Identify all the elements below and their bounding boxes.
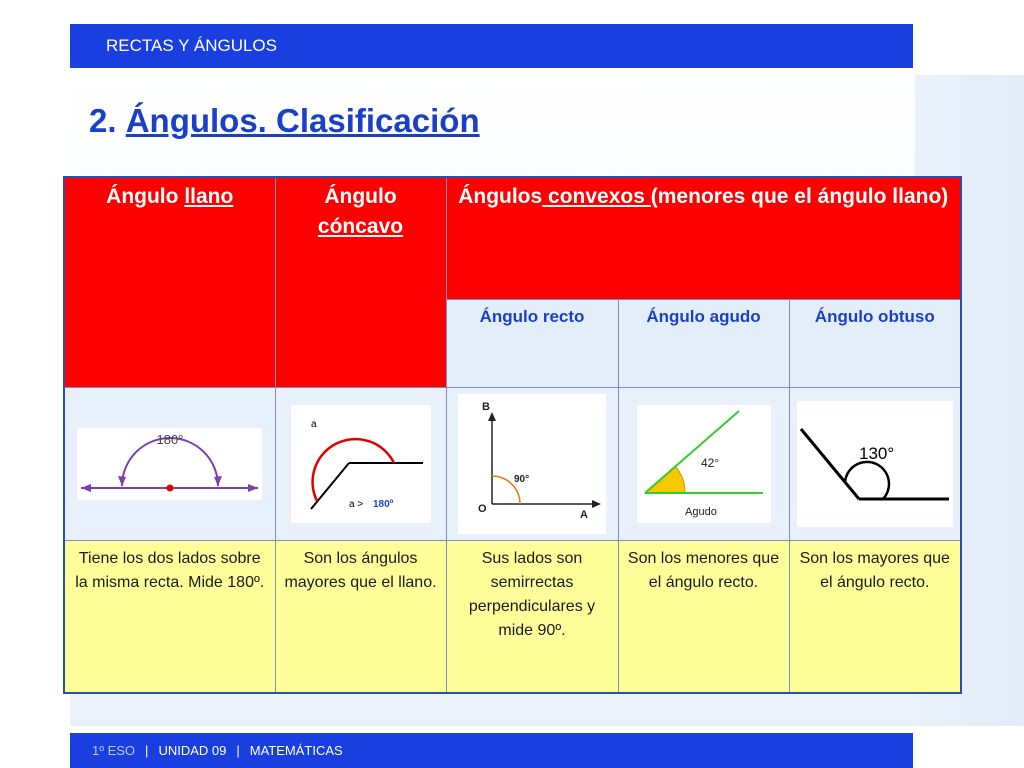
title-text: Ángulos. Clasificación (125, 102, 480, 139)
desc-concavo: Son los ángulos mayores que el llano. (275, 540, 446, 693)
angle-classification-table (63, 176, 962, 694)
link-concavo[interactable]: cóncavo (317, 215, 404, 238)
image-cell-concavo (275, 387, 446, 540)
concave-caption-prefix: a > (348, 498, 363, 510)
right-angle-diagram (458, 394, 606, 534)
footer-separator: | (145, 743, 149, 758)
footer-separator: | (236, 743, 240, 758)
footer-course: 1º ESO (92, 743, 136, 758)
right-angle-degree-label: 90° (514, 473, 530, 485)
concave-a-label: a (310, 418, 317, 430)
obtuse-angle-degree-label: 130° (858, 443, 894, 463)
desc-recto: Sus lados son semirrectas perpendiculares y mide 90º. (446, 540, 618, 693)
link-convexos[interactable]: convexos (542, 185, 651, 208)
section-title: RECTAS Y ÁNGULOS (106, 36, 277, 55)
straight-angle-diagram (77, 428, 262, 500)
header-llano: Ángulo llano (64, 177, 275, 387)
image-cell-llano (64, 387, 275, 540)
right-angle-b-label: B (482, 400, 490, 413)
straight-angle-label: 180° (156, 431, 184, 447)
desc-agudo: Son los menores que el ángulo recto. (618, 540, 789, 693)
page-title (89, 102, 480, 140)
footer-subject: MATEMÁTICAS (249, 743, 343, 758)
section-header-bar (70, 24, 913, 68)
footer-bar (70, 733, 913, 768)
right-angle-o-label: O (478, 502, 487, 515)
acute-angle-caption: Agudo (684, 505, 717, 518)
image-cell-agudo (618, 387, 789, 540)
header-convexos: Ángulos convexos (menores que el ángulo llano) (446, 177, 961, 299)
desc-llano: Tiene los dos lados sobre la misma recta. Mide 180º. (64, 540, 275, 693)
right-angle-a-label: A (580, 508, 588, 521)
desc-obtuso: Son los mayores que el ángulo recto. (789, 540, 961, 693)
header-concavo: Ángulo cóncavo (275, 177, 446, 387)
acute-angle-degree-label: 42° (700, 455, 719, 470)
concave-caption-value: 180º (372, 498, 393, 510)
obtuse-angle-diagram (797, 401, 953, 527)
subheader-recto: Ángulo recto (446, 299, 618, 387)
subheader-agudo: Ángulo agudo (618, 299, 789, 387)
subheader-obtuso: Ángulo obtuso (789, 299, 961, 387)
image-cell-obtuso (789, 387, 961, 540)
link-llano[interactable]: llano (184, 185, 234, 208)
title-number: 2. (89, 102, 117, 139)
concave-angle-diagram (291, 405, 431, 523)
footer-unit: UNIDAD 09 (158, 743, 227, 758)
image-cell-recto (446, 387, 618, 540)
acute-angle-diagram (637, 405, 771, 523)
